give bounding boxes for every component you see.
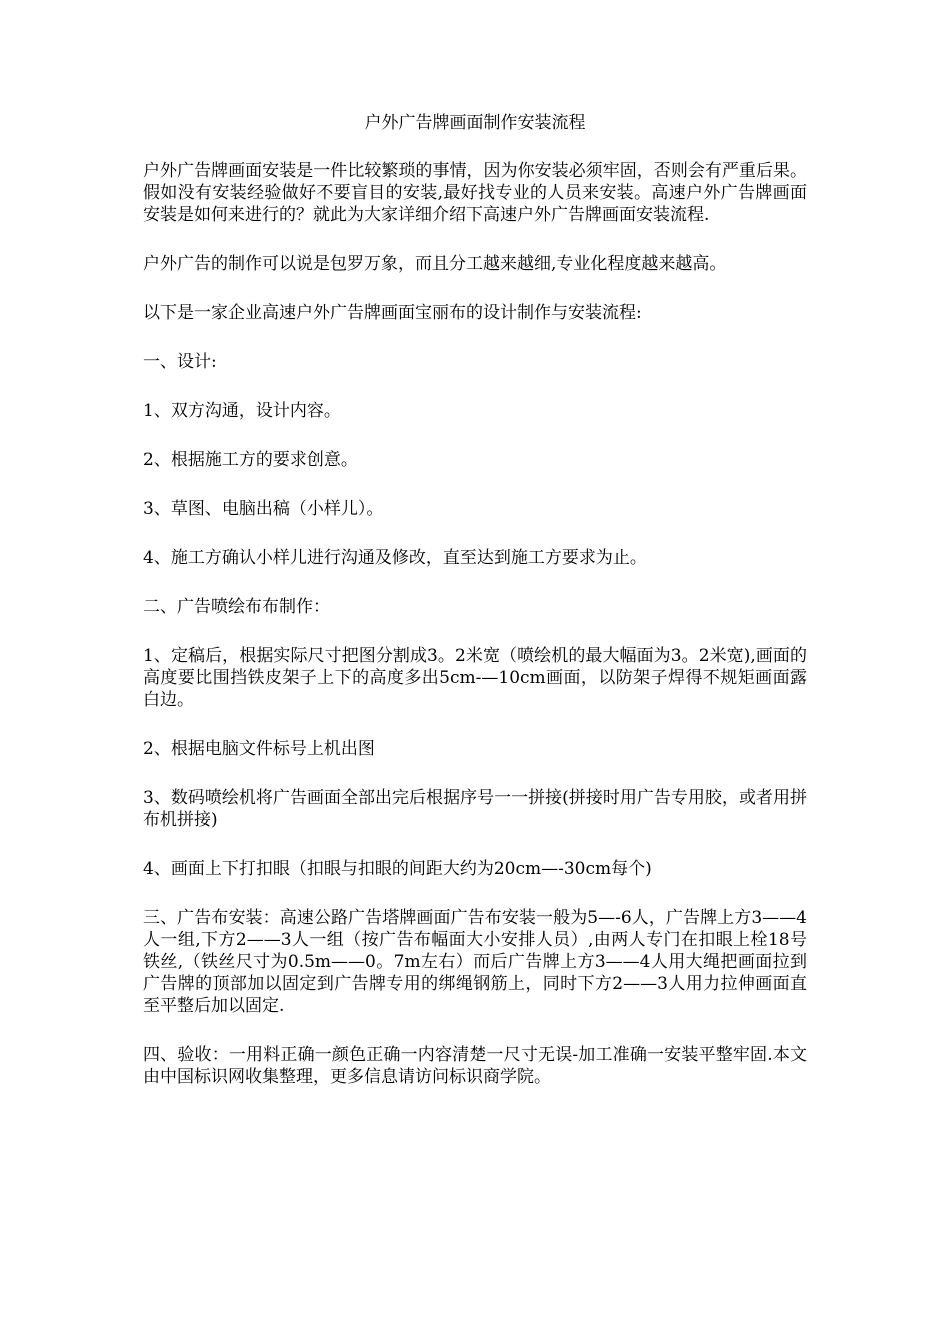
design-step-4: 4、施工方确认小样儿进行沟通及修改，直至达到施工方要求为止。 — [143, 548, 647, 568]
section-design-heading: 一、设计: — [143, 352, 217, 372]
production-step-1: 1、定稿后，根据实际尺寸把图分割成3。2米宽（喷绘机的最大幅面为3。2米宽),画面的高度要比围挡铁皮架子上下的高度多出5cm-—10cm画面，以防架子焊得不规矩画面露白边。 — [143, 646, 807, 710]
design-step-1: 1、双方沟通，设计内容。 — [143, 401, 341, 421]
production-step-2: 2、根据电脑文件标号上机出图 — [143, 739, 375, 759]
document-page — [143, 112, 807, 1115]
section-acceptance-paragraph: 四、验收：一用料正确一颜色正确一内容清楚一尺寸无误-加工准确一安装平整牢固.本文由中国标识网收集整理，更多信息请访问标识商学院。 — [143, 1045, 807, 1087]
design-step-2: 2、根据施工方的要求创意。 — [143, 450, 358, 470]
section-production-heading: 二、广告喷绘布布制作： — [143, 597, 330, 617]
overview-paragraph: 户外广告的制作可以说是包罗万象，而且分工越来越细,专业化程度越来越高。 — [143, 254, 727, 274]
production-step-4: 4、画面上下打扣眼（扣眼与扣眼的间距大约为20cm—-30cm每个) — [143, 859, 652, 879]
intro-paragraph: 户外广告牌画面安装是一件比较繁琐的事情，因为你安装必须牢固，否则会有严重后果。假如没有安装经验做好不要盲目的安装,最好找专业的人员来安装。高速户外广告牌画面安装是如何来进行的？就此为大家详细介绍下高速户外广告牌画面安装流程. — [143, 161, 807, 225]
process-intro-paragraph: 以下是一家企业高速户外广告牌画面宝丽布的设计制作与安装流程: — [143, 303, 642, 323]
design-step-3: 3、草图、电脑出稿（小样儿）。 — [143, 499, 384, 519]
production-step-3: 3、数码喷绘机将广告画面全部出完后根据序号一一拼接(拼接时用广告专用胶，或者用拼布机拼接) — [143, 788, 807, 830]
section-installation-paragraph: 三、广告布安装：高速公路广告塔牌画面广告布安装一般为5—-6人，广告牌上方3——4人一组,下方2——3人一组（按广告布幅面大小安排人员）,由两人专门在扣眼上栓18号铁丝,（铁丝尺寸为0.5m——0。7m左右）而后广告牌上方3——4人用大绳把画面拉到广告牌的顶部加以固定到广告牌专用的绑绳钢筋上，同时下方2——3人用力拉伸画面直至平整后加以固定. — [143, 908, 807, 1016]
document-title: 户外广告牌画面制作安装流程 — [364, 113, 586, 133]
